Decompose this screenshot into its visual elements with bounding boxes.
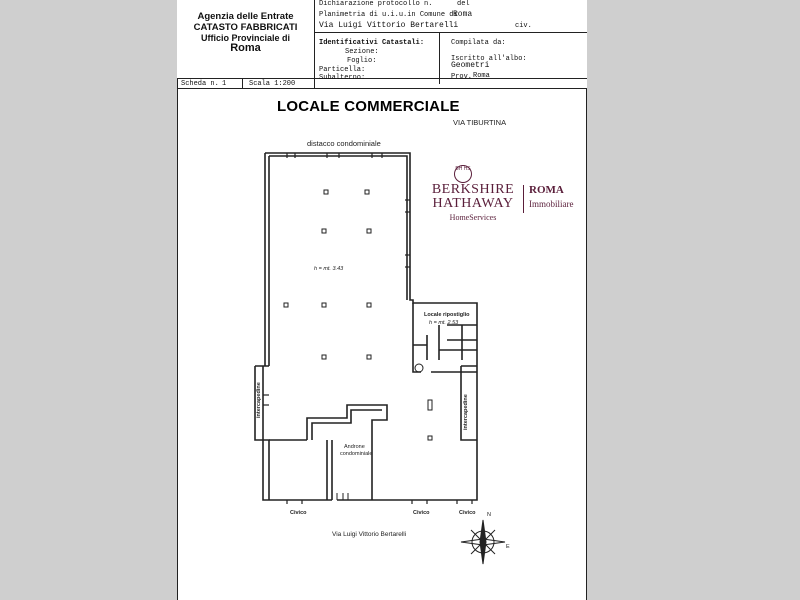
scala-label: Scala 1:200 [249, 80, 296, 88]
prov-value: Roma [473, 72, 490, 80]
agency-line2: CATASTO FABBRICATI [193, 22, 298, 33]
brand-divider [523, 185, 524, 213]
plan-label: Planimetria di u.i.u.in Comune di [319, 11, 458, 19]
civ-label: civ. [515, 22, 532, 30]
height-main: h = mt. 3.43 [314, 266, 344, 272]
plan-city: Roma [453, 10, 473, 19]
brand-sub: HomeServices [449, 213, 497, 222]
decl-label: Dichiarazione protocollo n. [319, 0, 433, 8]
geometri-value: Geometri [451, 61, 490, 70]
brand-name [427, 183, 519, 211]
cadastral-sheet [177, 0, 587, 600]
intercapedine-right: intercapedine [463, 394, 469, 430]
intercapedine-left: intercapedine [256, 382, 262, 418]
civico-2: Civico [413, 510, 430, 516]
distacco-label: distacco condominiale [307, 139, 381, 148]
foglio-label: Foglio: [347, 57, 377, 65]
androne-label-2: condominiale [340, 451, 373, 457]
scheda-label: Scheda n. [181, 80, 219, 88]
agency-line3: Ufficio Provinciale di [200, 33, 291, 43]
subalterno-label: Subalterno: [319, 74, 366, 82]
brand-immobiliare: Immobiliare [529, 199, 574, 209]
sezione-label: Sezione: [345, 48, 379, 56]
brand-line2: HATHAWAY [432, 196, 514, 211]
plan-title: LOCALE COMMERCIALE [277, 98, 460, 115]
compilata-label: Compilata da: [451, 39, 506, 47]
agency-city: Roma [230, 42, 261, 54]
civico-3: Civico [459, 510, 476, 516]
brand-line1: BERKSHIRE [431, 182, 515, 197]
iscritto-label: Iscritto all'albo: [451, 55, 527, 63]
decl-del: del [457, 0, 470, 8]
brand-logo [427, 165, 587, 223]
north-label: N [487, 512, 491, 518]
address: Via Luigi Vittorio Bertarelli [319, 21, 459, 30]
agency-line1: Agenzia delle Entrate [197, 11, 294, 22]
street-top: VIA TIBURTINA [453, 118, 507, 127]
floor-plan [177, 0, 587, 600]
ident-title: Identificativi Catastali: [319, 39, 425, 47]
locale-ripostiglio: Locale ripostiglio [424, 312, 470, 318]
prov-label: Prov. [451, 73, 473, 81]
height-small: h = mt. 2.53 [429, 320, 459, 326]
androne-label: Androne [344, 444, 365, 450]
particella-label: Particella: [319, 66, 366, 74]
street-bottom: Via Luigi Vittorio Bertarelli [332, 531, 407, 538]
east-label: E [506, 544, 510, 550]
brand-city: ROMA [529, 184, 564, 196]
civico-1: Civico [290, 510, 307, 516]
scheda-number: 1 [222, 80, 227, 88]
brand-badge-icon: BH HS [454, 165, 472, 183]
